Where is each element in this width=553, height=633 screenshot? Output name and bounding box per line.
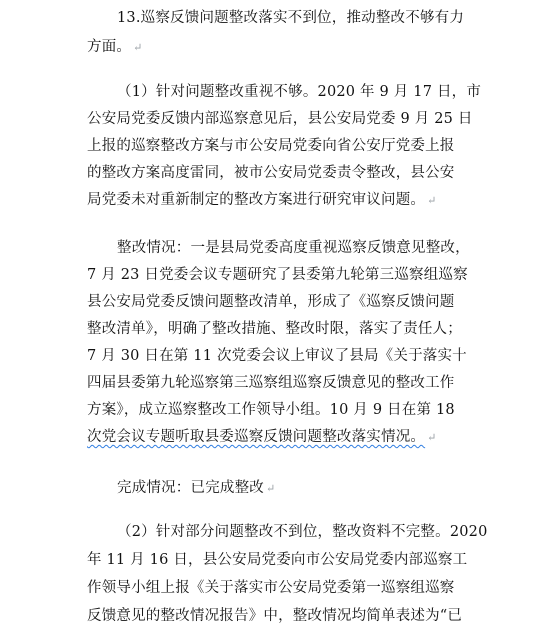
heading-line-2: 方面。 ↵ xyxy=(87,39,143,55)
item1-line-2: 公安局党委反馈内部巡察意见后，县公安局党委 9 月 25 日 xyxy=(87,111,473,127)
item2-line-4: 反馈意见的整改情况报告》中，整改情况均简单表述为“已 xyxy=(87,608,463,624)
paragraph-mark-icon: ↵ xyxy=(427,431,437,444)
item1-line-3: 上报的巡察整改方案与市公安局党委向省公安厅党委上报 xyxy=(87,138,455,154)
item2-line-1: （2）针对部分问题整改不到位，整改资料不完整。2020 xyxy=(117,524,488,540)
paragraph-mark-icon: ↵ xyxy=(427,194,437,207)
status1-line-7: 方案》，成立巡察整改工作领导小组。10 月 9 日在第 18 xyxy=(87,402,455,418)
item2-line-3: 作领导小组上报《关于落实市公安局党委第一巡察组巡察 xyxy=(87,580,455,596)
status1-line-8: 次党会议专题听取县委巡察反馈问题整改落实情况。 ↵ xyxy=(87,429,437,445)
heading-line-1: 13.巡察反馈问题整改落实不到位，推动整改不够有力 xyxy=(117,10,465,26)
status1-line-4: 整改清单》，明确了整改措施、整改时限，落实了责任人； xyxy=(87,321,462,337)
paragraph-mark-icon: ↵ xyxy=(266,482,276,495)
item2-line-2: 年 11 月 16 日，县公安局党委向市公安局党委内部巡察工 xyxy=(87,552,468,568)
status1-line-3: 县公安局党委反馈问题整改清单，形成了《巡察反馈问题 xyxy=(87,294,455,310)
status1-line-5: 7 月 30 日在第 11 次党委会议上审议了县局《关于落实十 xyxy=(87,348,467,364)
item1-line-4: 的整改方案高度雷同，被市公安局党委责令整改，县公安 xyxy=(87,165,455,181)
paragraph-mark-icon: ↵ xyxy=(133,41,143,54)
status1-line-6: 四届县委第九轮巡察第三巡察组巡察反馈意见的整改工作 xyxy=(87,375,455,391)
completion-status-1: 完成情况：已完成整改 ↵ xyxy=(117,480,276,496)
item1-line-5: 局党委未对重新制定的整改方案进行研究审议问题。 ↵ xyxy=(87,192,437,208)
status1-line-2: 7 月 23 日党委会议专题研究了县委第九轮第三巡察组巡察 xyxy=(87,267,468,283)
status1-line-1: 整改情况：一是县局党委高度重视巡察反馈意见整改， xyxy=(117,240,470,256)
item1-line-1: （1）针对问题整改重视不够。2020 年 9 月 17 日，市 xyxy=(117,84,482,100)
